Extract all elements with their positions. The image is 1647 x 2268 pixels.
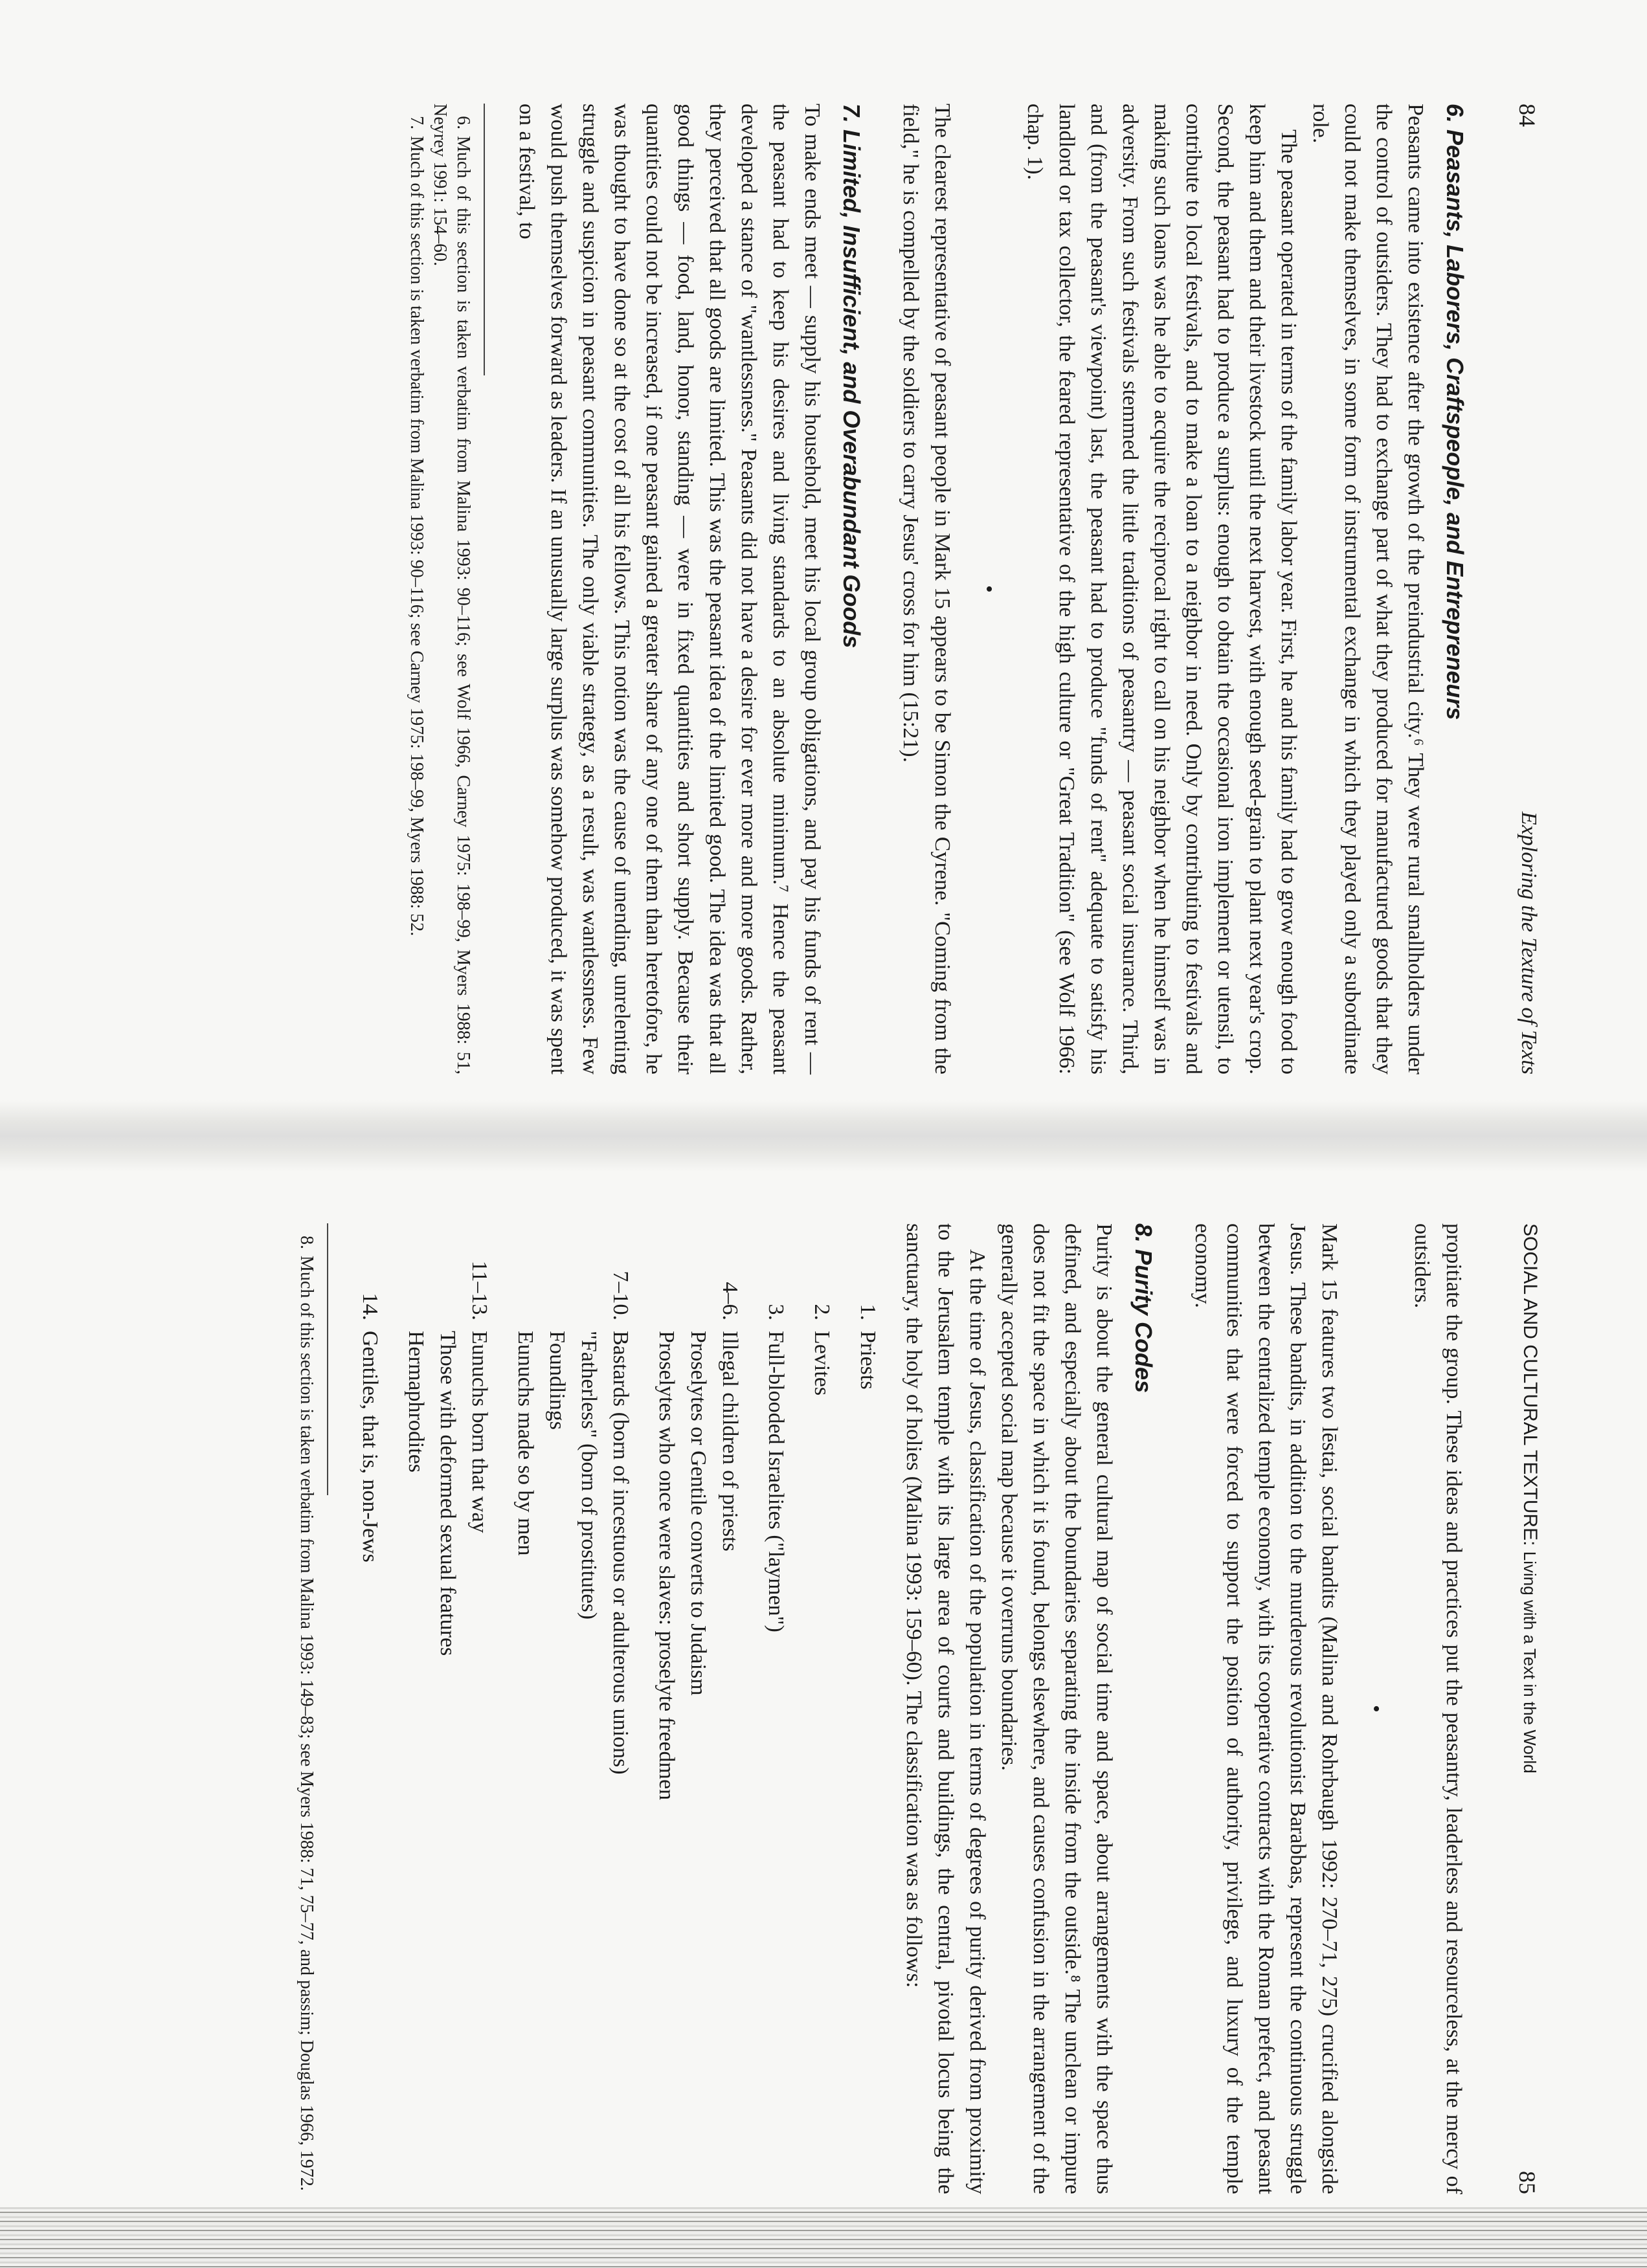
list-item-line: Eunuchs made so by men bbox=[513, 1331, 537, 1556]
list-item-line: Hermaphrodites bbox=[404, 1331, 428, 1473]
list-item-line: Levites bbox=[810, 1331, 834, 1396]
paragraph: The clearest representative of peasant people in Mark 15 appears to be Simon the Cyrene. "Coming from the field," he is compelled by the soldiers to carry Jesus' cross for him (15:21). bbox=[899, 104, 954, 1074]
list-item-number: 1. bbox=[856, 1304, 880, 1320]
list-item bbox=[400, 1223, 495, 2194]
page-number: 84 bbox=[1514, 104, 1540, 127]
page-body bbox=[295, 1223, 1470, 2194]
footnote: 7.Much of this section is taken verbatim from Malina 1993: 90–116; see Carney 1975: 198–99, Myers 1988: 52. bbox=[407, 116, 427, 937]
footnote: 6.Much of this section is taken verbatim from Malina 1993: 90–116; see Wolf 1966, Carney 1975: 198–99, Myers 1988: 51, Neyrey 1991: 154–60. bbox=[430, 104, 473, 1074]
paragraph: Mark 15 features two lēstai, social bandits (Malina and Rohrbaugh 1992: 270–71, 275) crucified alongside Jesus. These bandits, in addition to the murderous revolutionist Barabbas, represent the continuous struggle between the centralized temple economy, with its cooperative contracts with the Roman prefect, and peasant communities that were forced to support the position of authority, privilege, and luxury of the temple economy. bbox=[1191, 1223, 1341, 2194]
list-item bbox=[806, 1223, 838, 2194]
list-item-text bbox=[760, 1331, 792, 2194]
page-number: 85 bbox=[1514, 2171, 1540, 2194]
list-item-text bbox=[354, 1331, 386, 2194]
page-85 bbox=[117, 1223, 1541, 2194]
list-item bbox=[510, 1223, 636, 2194]
section-heading: 6. Peasants, Laborers, Craftspeople, and Entrepreneurs bbox=[1442, 104, 1468, 720]
running-head bbox=[1502, 104, 1541, 1074]
list-item-line: Illegal children of priests bbox=[718, 1331, 742, 1551]
section-heading: 8. Purity Codes bbox=[1130, 1223, 1157, 1394]
list-item-line: Foundlings bbox=[545, 1331, 569, 1430]
list-item bbox=[852, 1223, 884, 2194]
list-item-line: Proselytes who once were slaves: proselyte freedmen bbox=[655, 1331, 678, 1801]
list-item-number: 2. bbox=[810, 1304, 834, 1320]
list-item-number: 14. bbox=[358, 1293, 382, 1320]
list-item bbox=[760, 1223, 792, 2194]
list-item bbox=[354, 1223, 386, 2194]
list-item-line: "Fatherless" (born of prostitutes) bbox=[577, 1331, 601, 1620]
paragraph: Peasants came into existence after the growth of the preindustrial city.⁶ They were rural smallholders under the control of outsiders. They had to exchange part of what they produced for manufactured goods that they could not make themselves, in some form of instrumental exchange in which they played only a subordinate role. bbox=[1308, 104, 1428, 1074]
list-item-number: 7–10. bbox=[609, 1271, 633, 1320]
footnote-rule bbox=[484, 104, 485, 375]
paragraph: propitiate the group. These ideas and practices put the peasantry, leaderless and resourceless, at the mercy of outsiders. bbox=[1410, 1223, 1466, 2194]
paragraph: Purity is about the general cultural map of social time and space, about arrangements with the space thus defined, and especially about the boundaries separating the inside from the outside.⁸ The unclean or impure does not fit the space in which it is found, belongs elsewhere, and causes confusion in the arrangement of the generally accepted social map because it overruns boundaries. bbox=[997, 1223, 1116, 2194]
list-item-line: Full-blooded Israelites ("laymen") bbox=[764, 1331, 788, 1632]
footnote-rule bbox=[327, 1223, 328, 1495]
running-title: SOCIAL AND CULTURAL TEXTURE: Living with a Text in the World bbox=[1519, 1223, 1541, 1773]
footnote: 8.Much of this section is taken verbatim from Malina 1993: 149–83; see Myers 1988: 71, 75–77, and passim; Douglas 1966, 1972. bbox=[297, 1236, 317, 2191]
paragraph: At the time of Jesus, classification of the population in terms of degrees of purity derived from proximity to the Jerusalem temple with its large area of courts and buildings, the central, pivotal locus being the sanctuary, the holy of holies (Malina 1993: 159–60). The classification was as follows: bbox=[902, 1223, 989, 2194]
list-item-line: Those with deformed sexual features bbox=[436, 1331, 460, 1656]
book-gutter bbox=[0, 1100, 1647, 1172]
classification-list bbox=[354, 1223, 884, 2194]
page-84 bbox=[117, 104, 1541, 1074]
list-item-text bbox=[400, 1331, 495, 2194]
page-body bbox=[405, 104, 1470, 1074]
list-item-text bbox=[651, 1331, 746, 2194]
list-item-line: Gentiles, that is, non-Jews bbox=[358, 1331, 382, 1562]
list-item-number: 4–6. bbox=[718, 1282, 742, 1320]
list-item-line: Eunuchs born that way bbox=[467, 1331, 491, 1533]
list-item-line: Priests bbox=[856, 1331, 880, 1390]
section-bullet: • bbox=[977, 585, 1001, 593]
section-heading: 7. Limited, Insufficient, and Overabundant Goods bbox=[838, 104, 865, 649]
list-item-text bbox=[852, 1331, 884, 2194]
list-item-line: Proselytes or Gentile converts to Judaism bbox=[686, 1331, 710, 1696]
list-item-text bbox=[510, 1331, 636, 2194]
list-item bbox=[651, 1223, 746, 2194]
running-title: Exploring the Texture of Texts bbox=[1517, 811, 1541, 1074]
page-edge bbox=[0, 2207, 1647, 2268]
list-item-number: 11–13. bbox=[467, 1260, 491, 1320]
list-item-text bbox=[806, 1331, 838, 2194]
running-head bbox=[1502, 1223, 1541, 2194]
section-bullet: • bbox=[1364, 1705, 1388, 1713]
list-item-line: Bastards (born of incestuous or adulterous unions) bbox=[609, 1331, 633, 1775]
paragraph: To make ends meet — supply his household, meet his local group obligations, and pay his funds of rent — the peasant had to keep his desires and living standards to an absolute minimum.⁷ Hence the peasant developed a stance of "wantlessness." Peasants did not have a desire for ever more and more goods. Rather, they perceived that all goods are limited. This was the peasant idea of the limited good. The idea was that all good things — food, land, honor, standing — were in fixed quantities and short supply. Because their quantities could not be increased, if one peasant gained a greater share of any one of them than heretofore, he was thought to have done so at the cost of all his fellows. This notion was the cause of unending, unrelenting struggle and suspicion in peasant communities. The only viable strategy, as a result, was wantlessness. Few would push themselves forward as leaders. If an unusually large surplus was somehow produced, it was spent on a festival, to bbox=[515, 104, 824, 1074]
list-item-number: 3. bbox=[764, 1304, 788, 1320]
paragraph: The peasant operated in terms of the family labor year. First, he and his family had to grow enough food to keep him and them and their livestock until the next harvest, with enough seed-grain to plant next year's crop. Second, the peasant had to produce a surplus: enough to obtain the occasional iron implement or utensil, to contribute to local festivals, and to make a loan to a neighbor in need. Only by contributing to festivals and making such loans was he able to acquire the reciprocal right to call on his neighbor when he himself was in adversity. From such festivals stemmed the little traditions of peasantry — peasant social insurance. Third, and (from the peasant's viewpoint) last, the peasant had to produce "funds of rent" adequate to satisfy his landlord or tax collector, the feared representative of the high culture or "Great Tradition" (see Wolf 1966: chap. 1). bbox=[1023, 104, 1301, 1074]
